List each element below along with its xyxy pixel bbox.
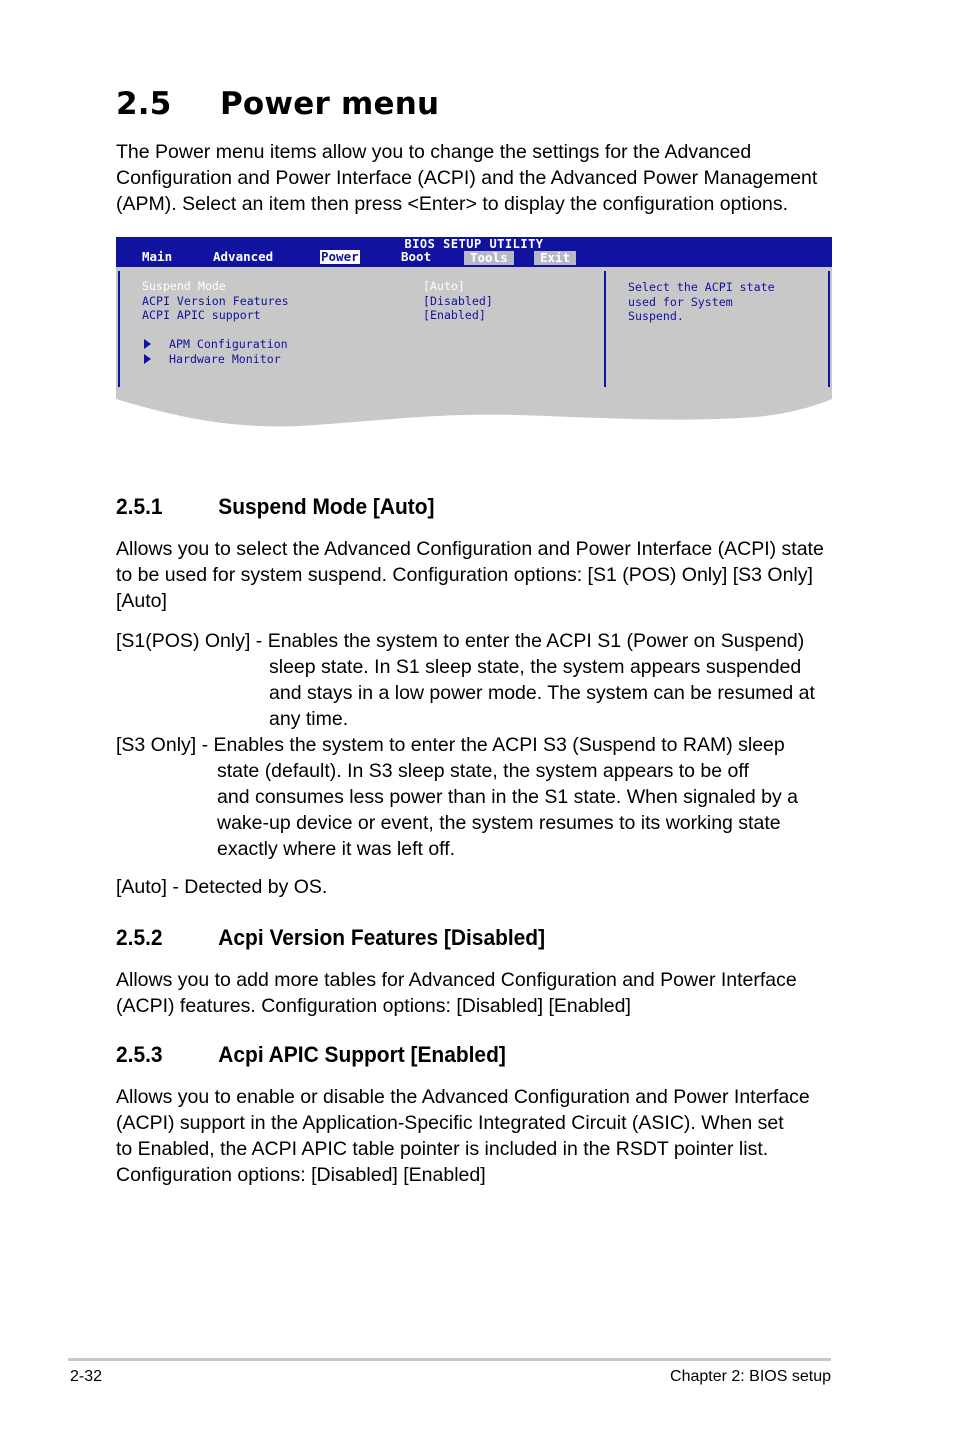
footer-divider	[68, 1358, 831, 1361]
bios-item-suspend-mode[interactable]: Suspend Mode	[142, 279, 226, 293]
text-line: Allows you to enable or disable the Advanced Configuration and Power Interface	[116, 1086, 810, 1108]
bios-title: BIOS SETUP UTILITY	[404, 237, 544, 251]
page-title	[116, 86, 439, 122]
section-number: 2.5	[116, 86, 172, 122]
text-line: [S3 Only] - Enables the system to enter the ACPI S3 (Suspend to RAM) sleep	[116, 734, 785, 756]
bios-submenu-apm[interactable]: APM Configuration	[169, 337, 288, 351]
intro-line: (APM). Select an item then press <Enter> to display the configuration options.	[116, 193, 789, 215]
chapter-label: Chapter 2: BIOS setup	[670, 1368, 831, 1385]
text-line: to be used for system suspend. Configuration options: [S1 (POS) Only] [S3 Only]	[116, 564, 813, 586]
intro-line: Configuration and Power Interface (ACPI) and the Advanced Power Management	[116, 167, 818, 189]
subsection-title: Acpi APIC Support [Enabled]	[218, 1042, 506, 1067]
subsection-heading	[116, 925, 545, 951]
text-line: state (default). In S3 sleep state, the system appears to be off	[217, 760, 749, 782]
option-s1-description	[116, 628, 815, 732]
text-line: and consumes less power than in the S1 state. When signaled by a	[217, 786, 799, 808]
bios-tab-exit[interactable]: Exit	[534, 251, 576, 265]
bios-tab-main[interactable]: Main	[142, 249, 173, 264]
text-line: [S1(POS) Only] - Enables the system to enter the ACPI S1 (Power on Suspend)	[116, 630, 805, 652]
bios-tab-tools[interactable]: Tools	[464, 251, 514, 265]
intro-line: The Power menu items allow you to change the settings for the Advanced	[116, 141, 752, 163]
bios-tab-power[interactable]: Power	[321, 249, 359, 264]
option-s3-description	[116, 732, 798, 862]
bios-screenshot	[116, 237, 832, 427]
subsection-number: 2.5.2	[116, 925, 163, 950]
bios-value-acpi-apic[interactable]: [Enabled]	[423, 308, 486, 322]
subsection-title: Acpi Version Features [Disabled]	[218, 925, 546, 950]
subsection-heading	[116, 494, 435, 520]
bios-tab-boot[interactable]: Boot	[401, 249, 432, 264]
text-line: (ACPI) features. Configuration options: [Disabled] [Enabled]	[116, 995, 631, 1017]
bios-value-acpi-version[interactable]: [Disabled]	[423, 294, 493, 308]
acpi-apic-paragraph	[116, 1084, 810, 1188]
bios-tab-advanced[interactable]: Advanced	[213, 249, 274, 264]
bios-help-line: used for System	[628, 295, 733, 309]
page-number: 2-32	[70, 1368, 103, 1385]
text-line: Configuration options: [Disabled] [Enabled]	[116, 1164, 486, 1186]
bios-item-acpi-version[interactable]: ACPI Version Features	[142, 294, 289, 308]
bios-help-line: Select the ACPI state	[628, 280, 775, 294]
text-line: any time.	[269, 708, 349, 730]
subsection-number: 2.5.1	[116, 494, 163, 519]
suspend-mode-paragraph	[116, 536, 824, 614]
option-auto-description: [Auto] - Detected by OS.	[116, 876, 328, 898]
section-title: Power menu	[220, 86, 440, 122]
acpi-version-paragraph	[116, 967, 797, 1019]
text-line: wake-up device or event, the system resumes to its working state	[217, 812, 781, 834]
text-line: to Enabled, the ACPI APIC table pointer is included in the RSDT pointer list.	[116, 1138, 769, 1160]
submenu-arrow-icon	[144, 339, 151, 349]
subsection-heading	[116, 1042, 506, 1068]
torn-edge-graphic	[116, 387, 832, 427]
bios-item-acpi-apic[interactable]: ACPI APIC support	[142, 308, 261, 322]
submenu-arrow-icon	[144, 354, 151, 364]
text-line: (ACPI) support in the Application-Specific Integrated Circuit (ASIC). When set	[116, 1112, 784, 1134]
bios-submenu-hardware-monitor[interactable]: Hardware Monitor	[169, 352, 281, 366]
text-line: Allows you to add more tables for Advanced Configuration and Power Interface	[116, 969, 797, 991]
text-line: exactly where it was left off.	[217, 838, 456, 860]
text-line: [Auto]	[116, 590, 167, 612]
subsection-title: Suspend Mode [Auto]	[218, 494, 435, 519]
intro-paragraph	[116, 139, 817, 217]
bios-value-suspend-mode[interactable]: [Auto]	[423, 279, 465, 293]
text-line: Allows you to select the Advanced Configuration and Power Interface (ACPI) state	[116, 538, 824, 560]
text-line: and stays in a low power mode. The system can be resumed at	[269, 682, 815, 704]
bios-help-line: Suspend.	[628, 309, 684, 323]
subsection-number: 2.5.3	[116, 1042, 163, 1067]
text-line: sleep state. In S1 sleep state, the system appears suspended	[269, 656, 802, 678]
